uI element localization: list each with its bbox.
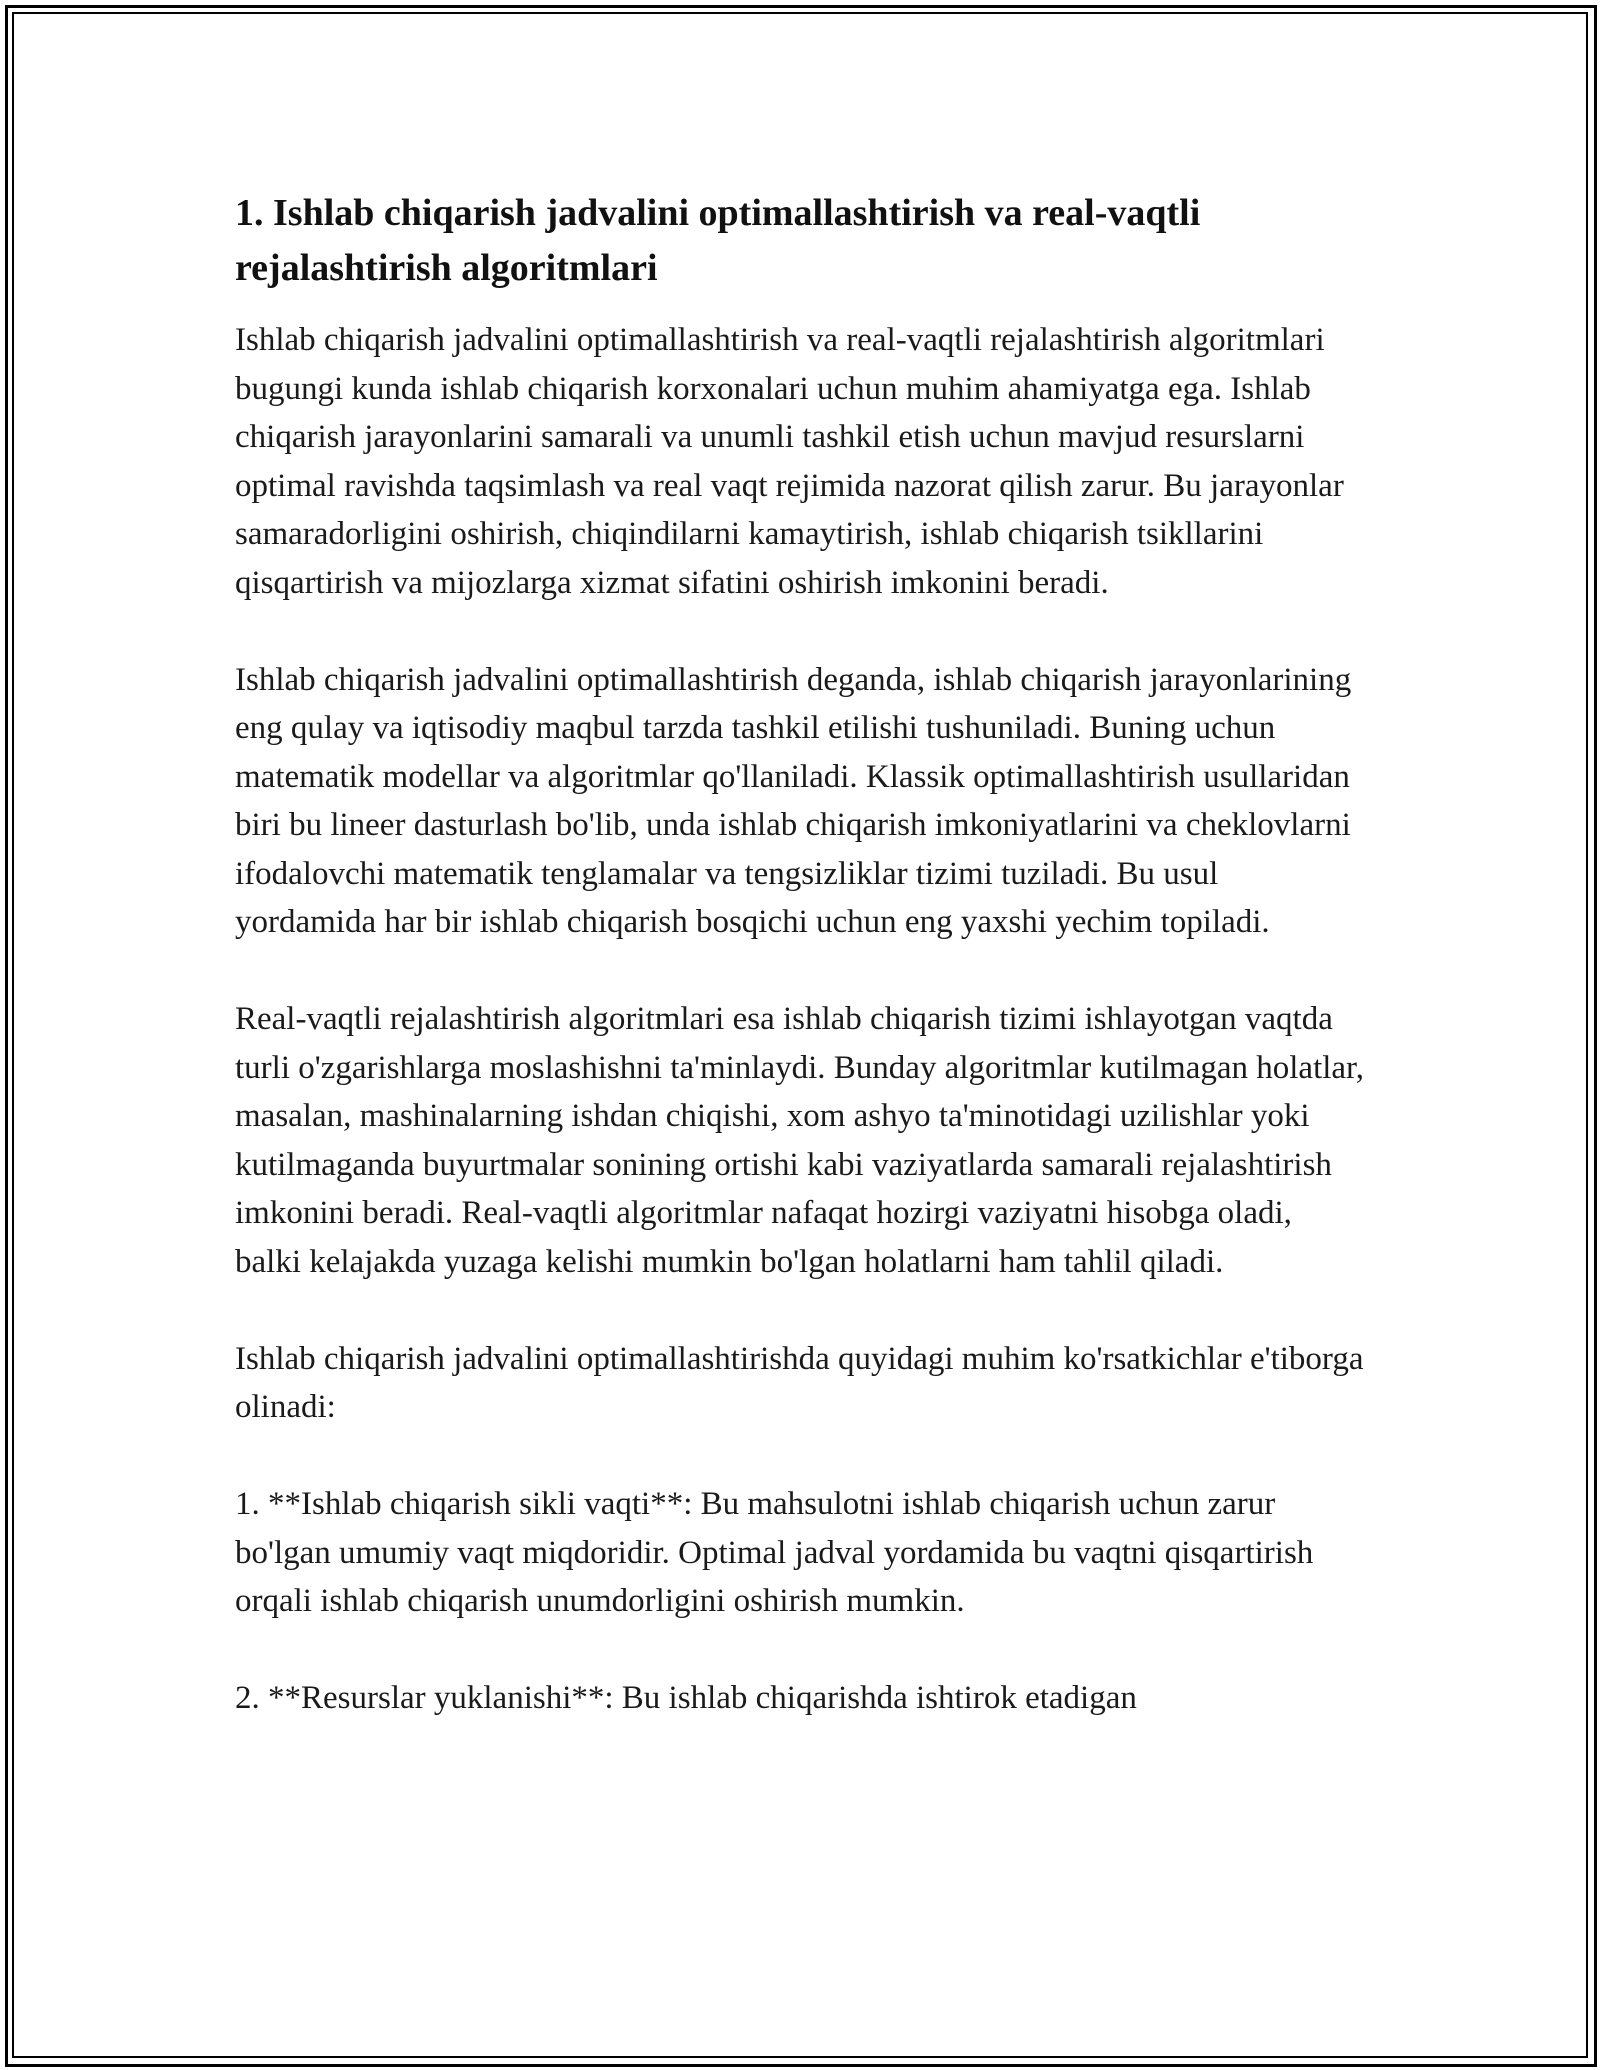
document-body — [235, 186, 1365, 1723]
list-item-cycle-time: 1. **Ishlab chiqarish sikli vaqti**: Bu mahsulotni ishlab chiqarish uchun zarur bo'lgan umumiy vaqt miqdoridir. Optimal jadval yordamida bu vaqtni qisqartirish orqali ishlab chiqarish unumdorligini oshirish mumkin. — [235, 1486, 1314, 1619]
paragraph-intro: Ishlab chiqarish jadvalini optimallashtirish va real-vaqtli rejalashtirish algoritmlari bugungi kunda ishlab chiqarish korxonalari uchun muhim ahamiyatga ega. Ishlab chiqarish jarayonlarini samarali va unumli tashkil etish uchun mavjud resurslarni optimal ravishda taqsimlash va real vaqt rejimida nazorat qilish zarur. Bu jarayonlar samaradorligini oshirish, chiqindilarni kamaytirish, ishlab chiqarish tsikllarini qisqartirish va mijozlarga xizmat sifatini oshirish imkonini beradi. — [235, 322, 1344, 601]
paragraph-indicators-intro: Ishlab chiqarish jadvalini optimallashtirishda quyidagi muhim ko'rsatkichlar e'tiborga olinadi: — [235, 1340, 1364, 1425]
paragraph-real-time: Real-vaqtli rejalashtirish algoritmlari esa ishlab chiqarish tizimi ishlayotgan vaqtda turli o'zgarishlarga moslashishni ta'minlaydi. Bunday algoritmlar kutilmagan holatlar, masalan, mashinalarning ishdan chiqishi, xom ashyo ta'minotidagi uzilishlar yoki kutilmaganda buyurtmalar sonining ortishi kabi vaziyatlarda samarali rejalashtirish imkonini beradi. Real-vaqtli algoritmlar nafaqat hozirgi vaziyatni hisobga oladi, balki kelajakda yuzaga kelishi mumkin bo'lgan holatlarni ham tahlil qiladi. — [235, 1001, 1364, 1280]
list-item-resource-load: 2. **Resurslar yuklanishi**: Bu ishlab chiqarishda ishtirok etadigan — [235, 1680, 1137, 1716]
paragraph-optimization: Ishlab chiqarish jadvalini optimallashtirish deganda, ishlab chiqarish jarayonlarining eng qulay va iqtisodiy maqbul tarzda tashkil etilishi tushuniladi. Buning uchun matematik modellar va algoritmlar qo'llaniladi. Klassik optimallashtirish usullaridan biri bu lineer dasturlash bo'lib, unda ishlab chiqarish imkoniyatlarini va cheklovlarni ifodalovchi matematik tenglamalar va tengsizliklar tizimi tuziladi. Bu usul yordamida har bir ishlab chiqarish bosqichi uchun eng yaxshi yechim topiladi. — [235, 661, 1352, 940]
section-heading: 1. Ishlab chiqarish jadvalini optimallashtirish va real-vaqtli rejalashtirish algoritmlari — [235, 192, 1201, 289]
